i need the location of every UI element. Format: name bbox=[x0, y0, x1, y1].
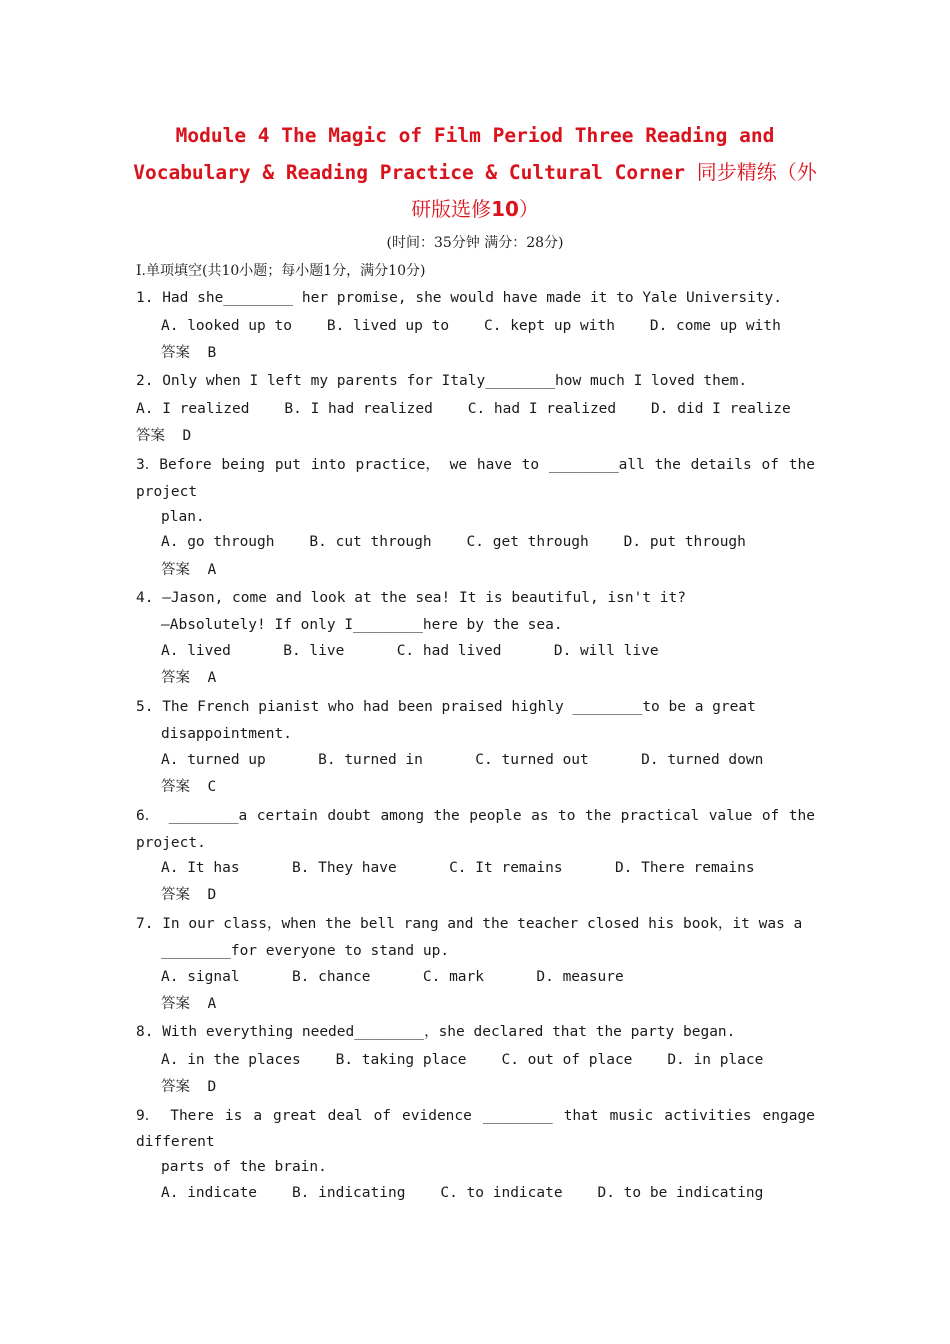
answer-value: C bbox=[207, 779, 217, 795]
title-line-1: Module 4 The Magic of Film Period Three Reading and bbox=[175, 124, 775, 147]
stem-word: details bbox=[690, 457, 752, 473]
question-6-options: A. It has B. They have C. It remains D. There remains bbox=[161, 860, 755, 876]
question-6-stem bbox=[136, 806, 815, 826]
question-2-answer bbox=[136, 426, 191, 446]
question-9-options: A. indicate B. indicating C. to indicate D. to be indicating bbox=[161, 1185, 764, 1201]
question-3-stem-cont-2: plan. bbox=[161, 509, 205, 525]
question-9-stem-cont: different bbox=[136, 1134, 215, 1150]
answer-value: B bbox=[207, 345, 217, 361]
answer-label: 答案 bbox=[161, 562, 190, 578]
stem-word: evidence bbox=[402, 1108, 472, 1124]
question-3-stem-cont: project bbox=[136, 484, 198, 500]
question-3-answer bbox=[161, 560, 216, 580]
stem-word: the bbox=[433, 808, 460, 824]
stem-word: we bbox=[449, 457, 468, 473]
question-1-answer bbox=[161, 343, 216, 363]
stem-word: deal bbox=[327, 1108, 363, 1124]
question-9-stem bbox=[136, 1106, 815, 1126]
section-heading: Ⅰ.单项填空(共10小题；每小题1分，满分10分) bbox=[136, 263, 426, 279]
stem-word: to bbox=[521, 457, 540, 473]
stem-word: great bbox=[273, 1108, 317, 1124]
stem-word: engage bbox=[762, 1108, 815, 1124]
stem-word: ________a bbox=[168, 808, 248, 824]
stem-word: ________ bbox=[482, 1108, 553, 1124]
title-line-3 bbox=[120, 191, 830, 227]
stem-word: ________all bbox=[548, 457, 645, 473]
question-2-stem: 2. Only when I left my parents for Italy________how much I loved them. bbox=[136, 373, 748, 389]
stem-word: music bbox=[609, 1108, 654, 1124]
question-5-options: A. turned up B. turned in C. turned out D. turned down bbox=[161, 752, 764, 768]
stem-word: a bbox=[253, 1108, 263, 1124]
question-6-stem-cont: project. bbox=[136, 835, 206, 851]
stem-word: doubt bbox=[327, 808, 371, 824]
answer-value: A bbox=[207, 996, 217, 1012]
title-line-2-en: Vocabulary & Reading Practice & Cultural Corner bbox=[133, 161, 697, 184]
answer-value: D bbox=[207, 1079, 217, 1095]
page-title bbox=[120, 118, 830, 227]
stem-word: practical bbox=[620, 808, 700, 824]
answer-label: 答案 bbox=[161, 996, 190, 1012]
stem-word: is bbox=[224, 1108, 243, 1124]
stem-word: put bbox=[274, 457, 302, 473]
stem-word: practice， bbox=[355, 457, 440, 473]
question-5-stem: 5. The French pianist who had been praised highly ________to be a great bbox=[136, 699, 756, 715]
question-7-answer bbox=[161, 994, 216, 1014]
title-line-2-cn: 同步精练（外 bbox=[696, 160, 817, 184]
stem-word: to bbox=[558, 808, 576, 824]
stem-word: of bbox=[761, 808, 780, 824]
stem-word: have bbox=[476, 457, 512, 473]
stem-word: being bbox=[221, 457, 266, 473]
question-7-stem-2: ________for everyone to stand up. bbox=[161, 943, 450, 959]
stem-word: activities bbox=[664, 1108, 752, 1124]
stem-word: 6． bbox=[136, 808, 160, 824]
question-4-stem: 4. —Jason, come and look at the sea! It is beautiful, isn't it? bbox=[136, 590, 686, 606]
answer-value: A bbox=[207, 670, 217, 686]
question-8-options: A. in the places B. taking place C. out of place D. in place bbox=[161, 1052, 764, 1068]
title-line-3-cn: 研版选修 bbox=[411, 197, 492, 221]
stem-word: the bbox=[788, 808, 815, 824]
question-4-options: A. lived B. live C. had lived D. will live bbox=[161, 643, 659, 659]
stem-word: people bbox=[469, 808, 522, 824]
stem-word: the bbox=[584, 808, 612, 824]
answer-value: A bbox=[207, 562, 217, 578]
question-9-stem-cont-2: parts of the brain. bbox=[161, 1159, 327, 1175]
answer-label: 答案 bbox=[161, 345, 190, 361]
question-8-answer bbox=[161, 1077, 216, 1097]
question-1-stem: 1. Had she________ her promise, she would have made it to Yale University. bbox=[136, 290, 783, 306]
stem-word: the bbox=[788, 457, 815, 473]
stem-word: as bbox=[531, 808, 549, 824]
stem-word: of bbox=[373, 1108, 392, 1124]
answer-label: 答案 bbox=[161, 670, 190, 686]
answer-label: 答案 bbox=[161, 779, 190, 795]
title-line-3-num: 10 bbox=[491, 197, 519, 221]
question-3-options: A. go through B. cut through C. get through D. put through bbox=[161, 534, 746, 550]
question-4-answer bbox=[161, 668, 216, 688]
stem-word: that bbox=[563, 1108, 599, 1124]
question-3-stem bbox=[136, 455, 815, 475]
stem-word: There bbox=[170, 1108, 214, 1124]
stem-word: among bbox=[380, 808, 425, 824]
question-5-answer bbox=[161, 777, 216, 797]
time-score-info: (时间：35分钟 满分：28分) bbox=[386, 235, 564, 251]
question-1-options: A. looked up to B. lived up to C. kept up with D. come up with bbox=[161, 318, 781, 334]
question-2-options: A. I realized B. I had realized C. had I realized D. did I realize bbox=[136, 401, 791, 417]
answer-label: 答案 bbox=[161, 1079, 190, 1095]
answer-label: 答案 bbox=[161, 887, 190, 903]
stem-word: of bbox=[761, 457, 779, 473]
answer-value: D bbox=[207, 887, 217, 903]
question-6-answer bbox=[161, 885, 216, 905]
answer-value: D bbox=[182, 428, 192, 444]
question-7-stem: 7. In our class，when the bell rang and the teacher closed his book，it was a bbox=[136, 916, 803, 932]
question-8-stem: 8. With everything needed________，she declared that the party began. bbox=[136, 1024, 736, 1040]
question-7-options: A. signal B. chance C. mark D. measure bbox=[161, 969, 624, 985]
question-4-stem-2: —Absolutely! If only I________here by the sea. bbox=[161, 617, 563, 633]
stem-word: the bbox=[654, 457, 681, 473]
title-line-3-end: ） bbox=[518, 197, 539, 221]
stem-word: into bbox=[310, 457, 346, 473]
question-5-stem-2: disappointment. bbox=[161, 726, 292, 742]
stem-word: 9． bbox=[136, 1108, 160, 1124]
stem-word: value bbox=[708, 808, 753, 824]
answer-label: 答案 bbox=[136, 428, 165, 444]
stem-word: 3．Before bbox=[136, 457, 212, 473]
title-line-2 bbox=[120, 154, 830, 191]
stem-word: certain bbox=[256, 808, 318, 824]
